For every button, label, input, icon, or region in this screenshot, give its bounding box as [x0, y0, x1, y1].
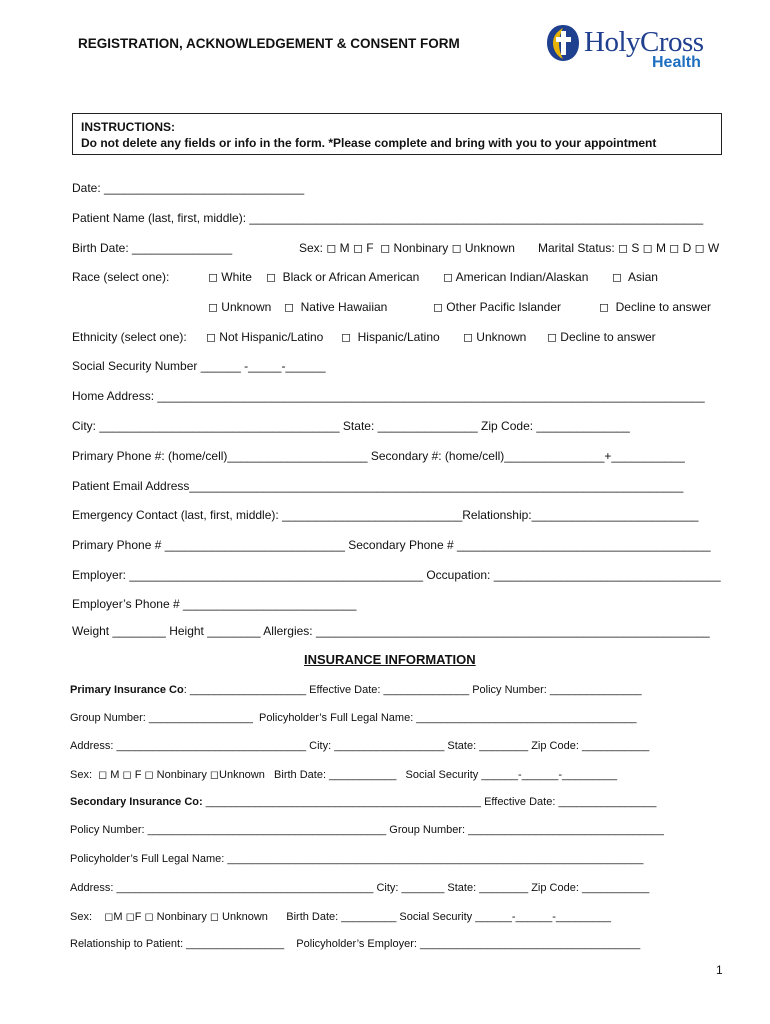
date-field[interactable]: Date: ______________________________: [72, 181, 305, 195]
birth-date-field[interactable]: Birth Date: _______________: [72, 241, 233, 255]
race-white-checkbox[interactable]: ◻ White: [208, 270, 252, 284]
city-state-zip-field[interactable]: City: ____________________________________ State: _______________ Zip Code: ______________: [72, 419, 630, 433]
marital-status-options[interactable]: Marital Status: ◻ S ◻ M ◻ D ◻ W: [538, 241, 720, 255]
patient-name-field[interactable]: Patient Name (last, first, middle): ____________________________________________________________________: [72, 211, 704, 225]
race-label: Race (select one):: [72, 270, 170, 284]
race-american-indian-checkbox[interactable]: ◻ American Indian/Alaskan: [443, 270, 589, 284]
race-pacific-checkbox[interactable]: ◻ Other Pacific Islander: [433, 300, 562, 314]
secondary-address-field[interactable]: Address: __________________________________________ City: _______ State: ________ Zip Code: ___________: [70, 882, 650, 894]
ethnicity-label: Ethnicity (select one):: [72, 330, 187, 344]
employer-phone-field[interactable]: Employer’s Phone # __________________________: [72, 597, 357, 611]
ssn-field[interactable]: Social Security Number ______ -_____-______: [72, 359, 326, 373]
logo-text-health: Health: [652, 54, 701, 71]
phone-field[interactable]: Primary Phone #: (home/cell)_____________________ Secondary #: (home/cell)_______________+___________: [72, 449, 685, 463]
secondary-holder-field[interactable]: Policyholder’s Full Legal Name: ____________________________________________________________________: [70, 853, 644, 865]
secondary-sex-field[interactable]: Sex: ◻M ◻F ◻ Nonbinary ◻ Unknown Birth Date: _________ Social Security ______-______-_________: [70, 911, 611, 923]
instructions-text: Do not delete any fields or info in the form. *Please complete and bring with you to your appointment: [81, 136, 657, 150]
ethnicity-not-hispanic-checkbox[interactable]: ◻ Not Hispanic/Latino: [206, 330, 324, 344]
primary-address-field[interactable]: Address: _______________________________ City: __________________ State: ________ Zip Code: ___________: [70, 740, 650, 752]
weight-height-allergies-field[interactable]: Weight ________ Height ________ Allergies: ___________________________________________________________: [72, 624, 710, 638]
ethnicity-decline-checkbox[interactable]: ◻ Decline to answer: [547, 330, 656, 344]
sex-options[interactable]: Sex: ◻ M ◻ F ◻ Nonbinary ◻ Unknown: [299, 241, 515, 255]
logo-text-holycross: HolyCross: [584, 26, 704, 58]
secondary-insurance-rest: _____________________________________________ Effective Date: ________________: [202, 796, 657, 808]
insurance-section-heading: INSURANCE INFORMATION: [304, 652, 476, 667]
relationship-field[interactable]: Relationship to Patient: ________________ Policyholder’s Employer: ____________________________________: [70, 938, 641, 950]
secondary-insurance-label: Secondary Insurance Co:: [70, 796, 203, 808]
page-number: 1: [716, 963, 723, 977]
cross-logo-icon: [546, 24, 580, 62]
primary-insurance-label: Primary Insurance Co: [70, 684, 184, 696]
primary-insurance-field[interactable]: [70, 684, 642, 696]
policy-number-field[interactable]: Policy Number: _______________________________________ Group Number: ________________________________: [70, 824, 664, 836]
race-decline-checkbox[interactable]: ◻ Decline to answer: [599, 300, 712, 314]
primary-insurance-rest: : ___________________ Effective Date: ______________ Policy Number: _______________: [183, 684, 642, 696]
instructions-box: [72, 113, 722, 155]
email-field[interactable]: Patient Email Address__________________________________________________________________________: [72, 479, 684, 493]
form-title: REGISTRATION, ACKNOWLEDGEMENT & CONSENT FORM: [78, 36, 460, 51]
holy-cross-logo: [546, 22, 726, 74]
employer-field[interactable]: Employer: ____________________________________________ Occupation: __________________________________: [72, 568, 721, 582]
race-black-checkbox[interactable]: ◻ Black or African American: [266, 270, 420, 284]
race-asian-checkbox[interactable]: ◻ Asian: [612, 270, 658, 284]
ethnicity-hispanic-checkbox[interactable]: ◻ Hispanic/Latino: [341, 330, 440, 344]
secondary-insurance-field[interactable]: [70, 796, 656, 808]
home-address-field[interactable]: Home Address: __________________________________________________________________________________: [72, 389, 705, 403]
emergency-phones-field[interactable]: Primary Phone # ___________________________ Secondary Phone # ______________________________________: [72, 538, 711, 552]
ethnicity-unknown-checkbox[interactable]: ◻ Unknown: [463, 330, 527, 344]
race-hawaiian-checkbox[interactable]: ◻ Native Hawaiian: [284, 300, 388, 314]
instructions-heading: INSTRUCTIONS:: [81, 120, 175, 134]
race-unknown-checkbox[interactable]: ◻ Unknown: [208, 300, 272, 314]
group-number-field[interactable]: Group Number: _________________ Policyholder’s Full Legal Name: ____________________________________: [70, 712, 637, 724]
emergency-contact-field[interactable]: Emergency Contact (last, first, middle): ___________________________Relationship:_________________________: [72, 508, 699, 522]
primary-sex-field[interactable]: Sex: ◻ M ◻ F ◻ Nonbinary ◻Unknown Birth Date: ___________ Social Security ______-______-_________: [70, 769, 618, 781]
